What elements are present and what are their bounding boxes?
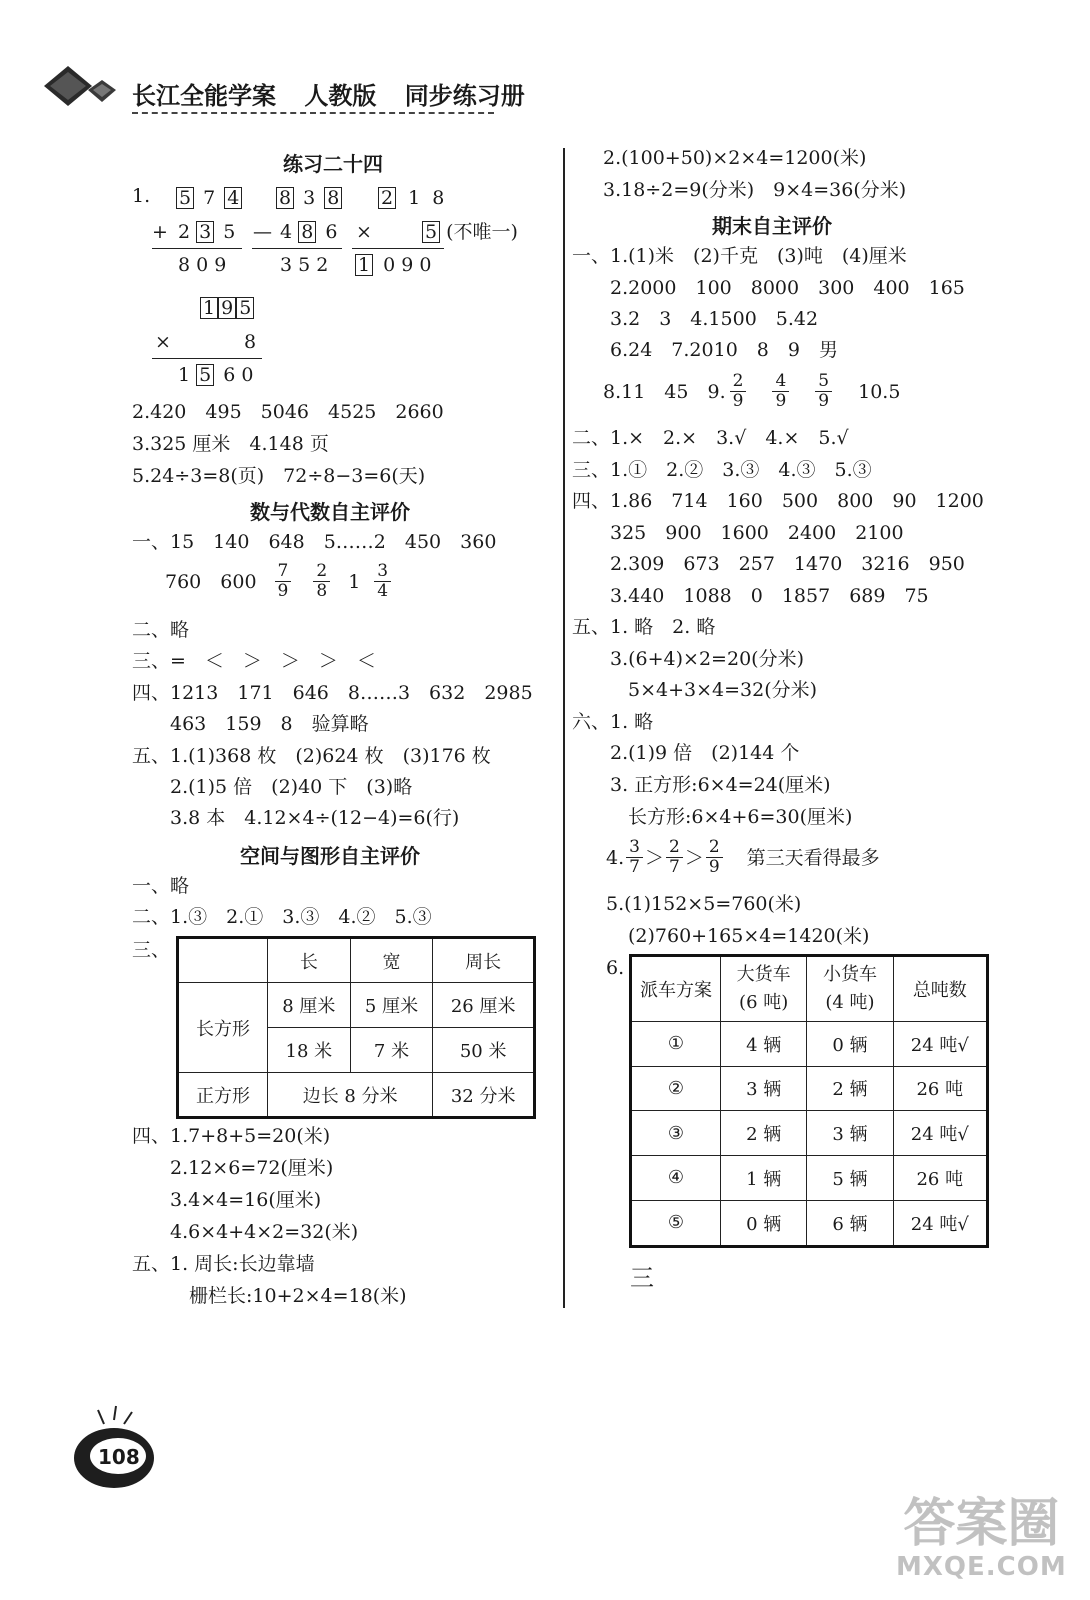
- table-cell: ④: [631, 1155, 721, 1200]
- answer-line: 四、1.7+8+5=20(米): [132, 1125, 331, 1147]
- answer-line: 6.24 7.2010 8 9 男: [572, 339, 838, 361]
- q1-label: 1.: [132, 185, 151, 207]
- answer-line: 463 159 8 验算略: [132, 713, 369, 735]
- answer-line: 五、1. 略 2. 略: [572, 616, 716, 638]
- answer-line: 五、1.(1)368 枚 (2)624 枚 (3)176 枚: [132, 745, 491, 767]
- answer-line: 2.2000 100 8000 300 400 165: [572, 277, 965, 299]
- answer-line: 二、1.× 2.× 3.√ 4.× 5.√: [572, 427, 849, 449]
- table-cell: 2 辆: [721, 1111, 807, 1156]
- table-cell: 3 辆: [721, 1066, 807, 1111]
- table-cell: 边长 8 分米: [268, 1073, 433, 1118]
- answer-line-fractions: 8.11 45 9. $\frac{2}{9}$ $\frac{4}{9}$ $\frac{5}{9}$ 10.5: [603, 371, 901, 411]
- answer-line: 一、15 140 648 5……2 450 360: [132, 531, 497, 553]
- answer-line: 四、1.86 714 160 500 800 90 1200: [572, 490, 984, 512]
- answer-line: 五、1. 周长:长边靠墙: [132, 1253, 315, 1275]
- table-cell: 24 吨√: [893, 1111, 987, 1156]
- answer-line: 3. 正方形:6×4=24(厘米): [572, 774, 831, 796]
- section-title-qimo: 期末自主评价: [712, 214, 832, 238]
- table-cell: 1 辆: [721, 1155, 807, 1200]
- table-cell: 7 米: [350, 1028, 433, 1073]
- answer-line: 5.24÷3=8(页) 72÷8−3=6(天): [132, 465, 426, 487]
- table-cell: 5 辆: [807, 1155, 893, 1200]
- answer-line: 3.(6+4)×2=20(分米): [572, 648, 804, 670]
- answer-line: 3.440 1088 0 1857 689 75: [572, 585, 929, 607]
- answer-line: 3.4×4=16(厘米): [132, 1189, 322, 1211]
- row-label: 正方形: [178, 1073, 268, 1118]
- table-header: 长: [268, 938, 351, 983]
- table-header: 周长: [433, 938, 535, 983]
- header-book: 同步练习册: [404, 82, 525, 110]
- answer-line: 3.8 本 4.12×4÷(12−4)=6(行): [132, 807, 460, 829]
- answer-line: 四、1213 171 646 8……3 632 2985: [132, 682, 533, 704]
- table-cell: 0 辆: [721, 1200, 807, 1246]
- answer-line: 3.325 厘米 4.148 页: [132, 433, 329, 455]
- table-cell: ⑤: [631, 1200, 721, 1246]
- answer-line: 2.(100+50)×2×4=1200(米): [603, 147, 867, 169]
- truck-plan-table: [629, 954, 989, 1248]
- table-cell: 24 吨√: [893, 1022, 987, 1067]
- table-header: 大货车 (6 吨): [721, 956, 807, 1022]
- answer-line: 2.(1)5 倍 (2)40 下 (3)略: [132, 776, 413, 798]
- table-header: 小货车 (4 吨): [807, 956, 893, 1022]
- table-header: 总吨数: [893, 956, 987, 1022]
- answer-line: 2.309 673 257 1470 3216 950: [572, 553, 965, 575]
- final-mark: 三: [630, 1264, 654, 1292]
- header-series: 长江全能学案: [132, 82, 276, 110]
- fraction: $\frac{3}{7}$: [626, 838, 643, 877]
- table-cell: ②: [631, 1066, 721, 1111]
- fraction: $\frac{3}{4}$: [374, 562, 391, 601]
- answer-line: 2.(1)9 倍 (2)144 个: [572, 742, 800, 764]
- section-title-shu-yu-daishu: 数与代数自主评价: [250, 500, 410, 524]
- table-cell: ①: [631, 1022, 721, 1067]
- table-cell: 2 辆: [807, 1066, 893, 1111]
- answer-line-fractions: 760 600 $\frac{7}{9}$ $\frac{2}{8}$ 1 $\frac{3}{4}$: [165, 562, 395, 601]
- answer-line: 2.420 495 5046 4525 2660: [132, 401, 444, 423]
- table-cell: 8 厘米: [268, 983, 351, 1028]
- answer-line: (2)760+165×4=1420(米): [628, 925, 870, 947]
- shape-table: [176, 936, 536, 1119]
- table-cell: 26 吨: [893, 1066, 987, 1111]
- answer-line: 栅栏长:10+2×4=18(米): [132, 1285, 407, 1307]
- header-logo-icon: [40, 62, 120, 112]
- header-dashed-rule: [132, 112, 494, 114]
- section-title-kongjian: 空间与图形自主评价: [240, 844, 420, 868]
- watermark-text: 答案圈: [903, 1494, 1060, 1554]
- table-cell: 6 辆: [807, 1200, 893, 1246]
- page-number-badge: [70, 1402, 160, 1492]
- answer-line: 二、1.③ 2.① 3.③ 4.② 5.③: [132, 906, 432, 928]
- table-cell: 50 米: [433, 1028, 535, 1073]
- answer-line-fraction-compare: 4. $\frac{3}{7}$ ＞ $\frac{2}{7}$ ＞ $\frac{2}{9}$ 第三天看得最多: [606, 837, 880, 877]
- fraction: $\frac{5}{9}$: [815, 372, 832, 411]
- table-header: 宽: [350, 938, 433, 983]
- answer-line: 2.12×6=72(厘米): [132, 1157, 334, 1179]
- answer-line: 三、1.① 2.② 3.③ 4.③ 5.③: [572, 459, 872, 481]
- fraction: $\frac{2}{8}$: [313, 562, 330, 601]
- table-cell: 5 厘米: [350, 983, 433, 1028]
- table-cell: 4 辆: [721, 1022, 807, 1067]
- answer-line: 5.(1)152×5=760(米): [606, 893, 802, 915]
- column-divider: [563, 148, 565, 1308]
- fraction: $\frac{2}{9}$: [730, 372, 747, 411]
- watermark-url: MXQE.COM: [896, 1552, 1067, 1582]
- answer-line: 5×4+3×4=32(分米): [590, 679, 818, 701]
- table-header: 派车方案: [631, 956, 721, 1022]
- page-number: 108: [98, 1445, 140, 1469]
- section-title-lianxi24: 练习二十四: [283, 152, 383, 176]
- fraction: $\frac{4}{9}$: [772, 372, 789, 411]
- table-cell: 24 吨√: [893, 1200, 987, 1246]
- answer-line: 一、1.(1)米 (2)千克 (3)吨 (4)厘米: [572, 245, 907, 267]
- header-title: [132, 76, 525, 111]
- table-cell: 26 吨: [893, 1155, 987, 1200]
- table-cell: 32 分米: [433, 1073, 535, 1118]
- answer-line: 3.18÷2=9(分米) 9×4=36(分米): [603, 179, 907, 201]
- fraction: $\frac{7}{9}$: [275, 562, 292, 601]
- row-label: 长方形: [178, 983, 268, 1073]
- answer-line: 二、略: [132, 619, 190, 641]
- answer-line: 三、= ＜ ＞ ＞ ＞ ＜: [132, 650, 376, 672]
- q6-label: 6.: [606, 957, 625, 979]
- table-cell: 26 厘米: [433, 983, 535, 1028]
- answer-line: 3.2 3 4.1500 5.42: [572, 308, 819, 330]
- fraction: $\frac{2}{7}$: [666, 838, 683, 877]
- answer-line: 长方形:6×4+6=30(厘米): [590, 806, 853, 828]
- answer-line: 六、1. 略: [572, 711, 654, 733]
- answer-line: 一、略: [132, 875, 190, 897]
- answer-line: 4.6×4+4×2=32(米): [132, 1221, 359, 1243]
- fraction: $\frac{2}{9}$: [706, 838, 723, 877]
- answer-line: 325 900 1600 2400 2100: [572, 522, 904, 544]
- watermark: [896, 1496, 1067, 1582]
- table-cell: 3 辆: [807, 1111, 893, 1156]
- table-cell: ③: [631, 1111, 721, 1156]
- answer-line: 三、: [132, 939, 171, 961]
- table-cell: 0 辆: [807, 1022, 893, 1067]
- table-cell: 18 米: [268, 1028, 351, 1073]
- header-edition: 人教版: [304, 82, 377, 110]
